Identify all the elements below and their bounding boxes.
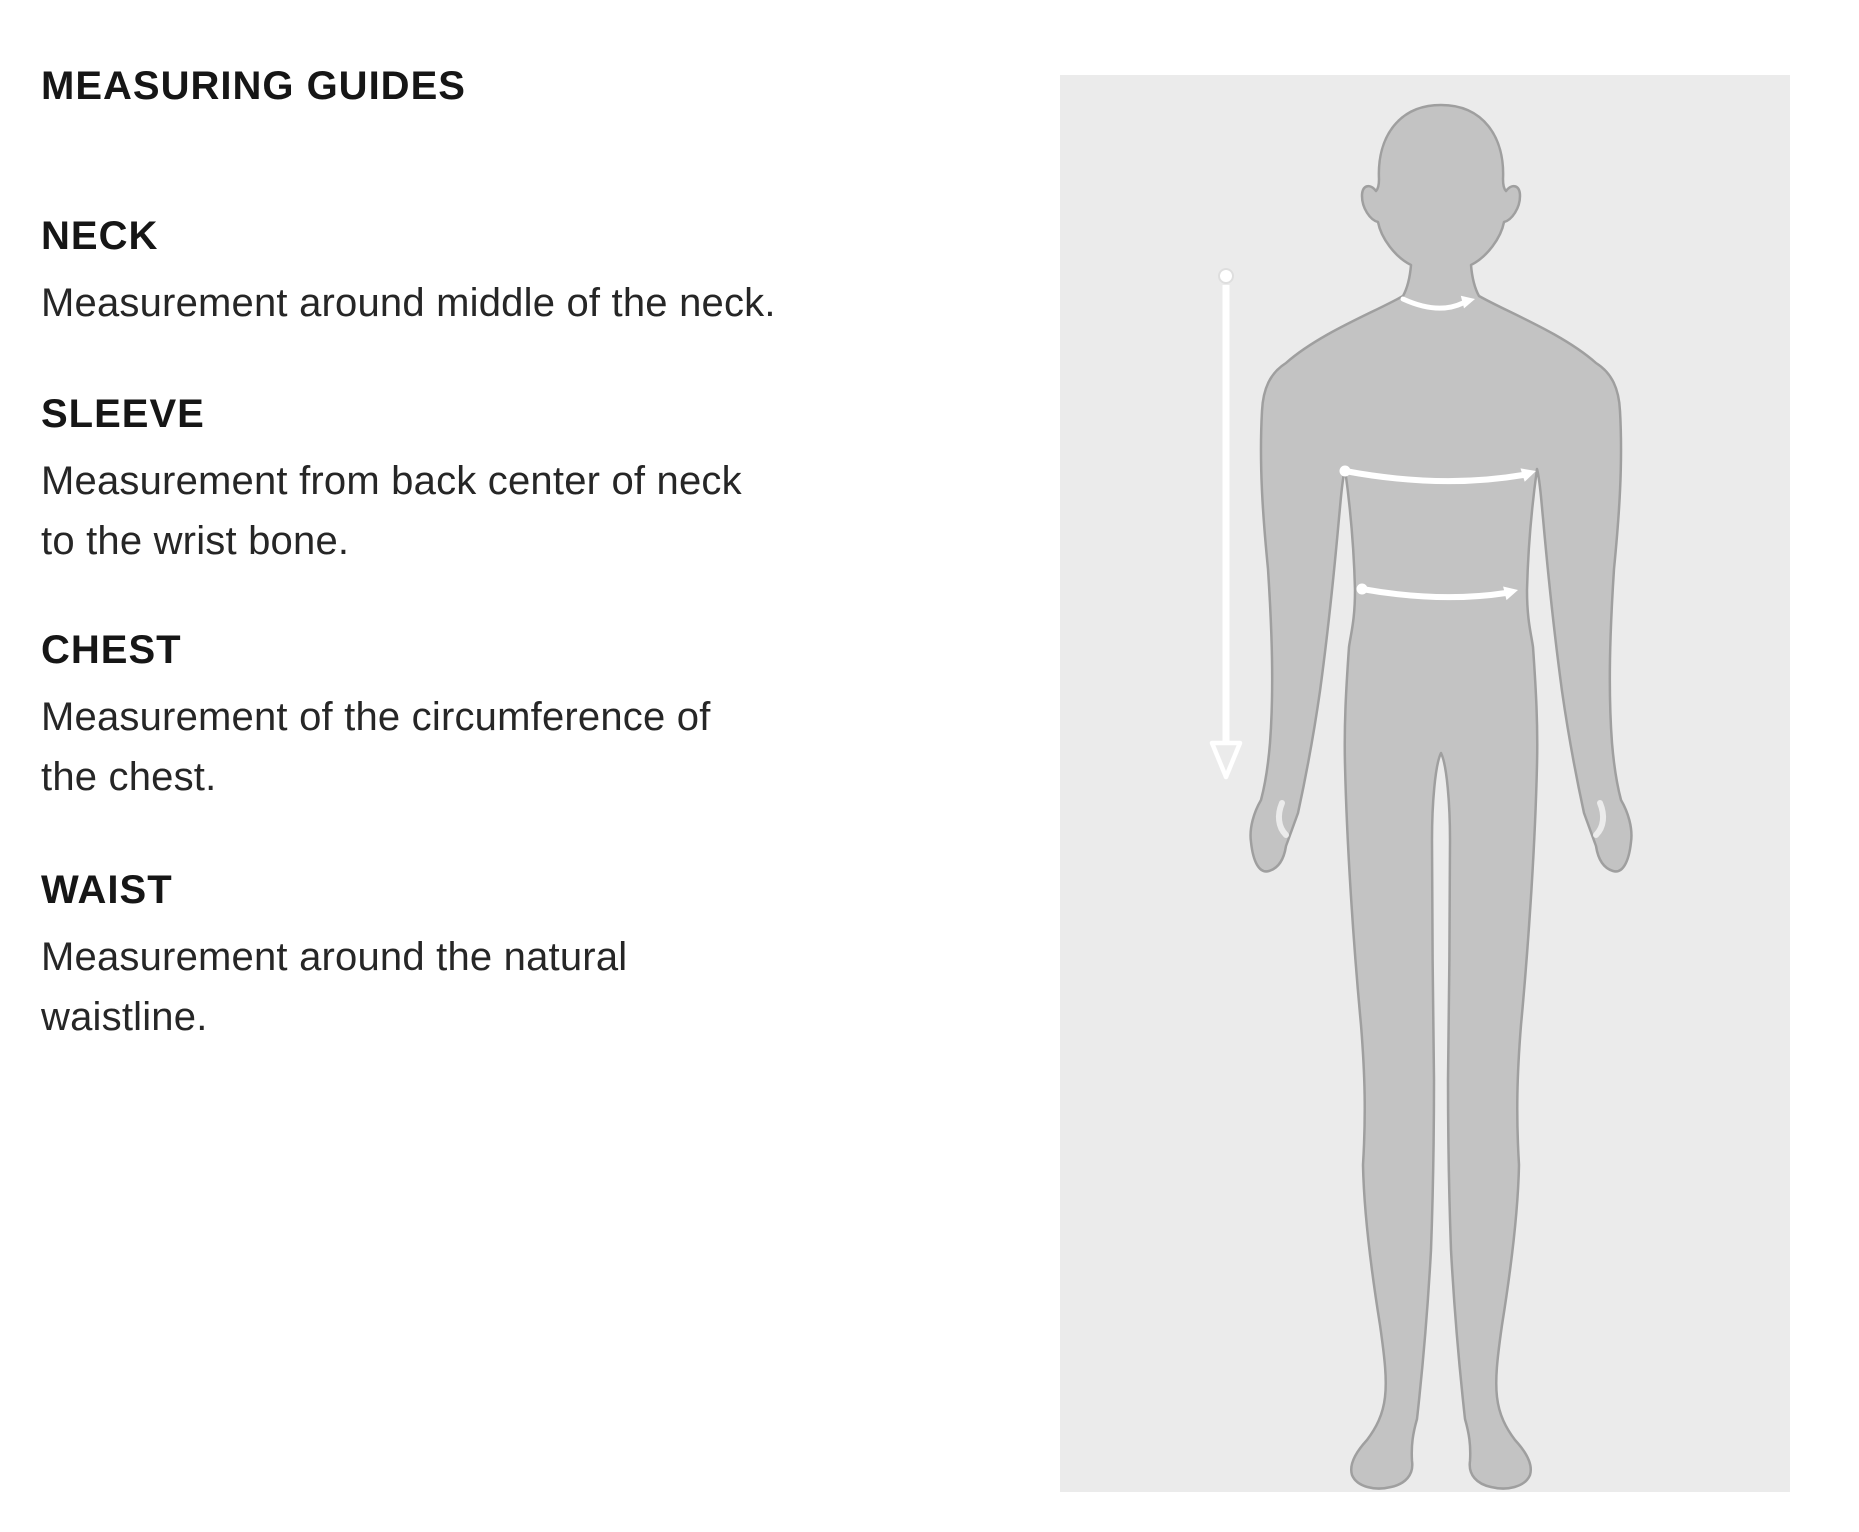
description-line: Measurement around the natural <box>41 935 628 979</box>
section-sleeve <box>41 391 742 571</box>
description-line: Measurement of the circumference of <box>41 695 711 739</box>
section-description-neck <box>41 273 776 333</box>
section-heading-chest: CHEST <box>41 628 182 672</box>
section-description-waist <box>41 927 627 1047</box>
body-silhouette-path <box>1251 105 1632 1489</box>
description-line: to the wrist bone. <box>41 519 350 563</box>
page-title: MEASURING GUIDES <box>41 64 466 108</box>
description-line: Measurement from back center of neck <box>41 459 742 503</box>
section-waist <box>41 867 627 1047</box>
section-description-chest <box>41 687 711 807</box>
description-line: waistline. <box>41 995 208 1039</box>
sleeve-arrow-start-dot <box>1219 269 1233 283</box>
section-heading-waist: WAIST <box>41 868 173 912</box>
description-line: Measurement around middle of the neck. <box>41 281 776 325</box>
section-heading-neck: NECK <box>41 214 159 258</box>
section-heading-sleeve: SLEEVE <box>41 392 205 436</box>
sleeve-arrow-head <box>1212 743 1240 777</box>
sleeve-length-arrow <box>1212 269 1240 777</box>
section-description-sleeve <box>41 451 742 571</box>
section-chest <box>41 627 711 807</box>
section-neck <box>41 213 776 333</box>
body-silhouette <box>1251 105 1632 1489</box>
body-measurement-diagram <box>1060 75 1790 1492</box>
figure-panel <box>1060 75 1790 1492</box>
description-line: the chest. <box>41 755 217 799</box>
